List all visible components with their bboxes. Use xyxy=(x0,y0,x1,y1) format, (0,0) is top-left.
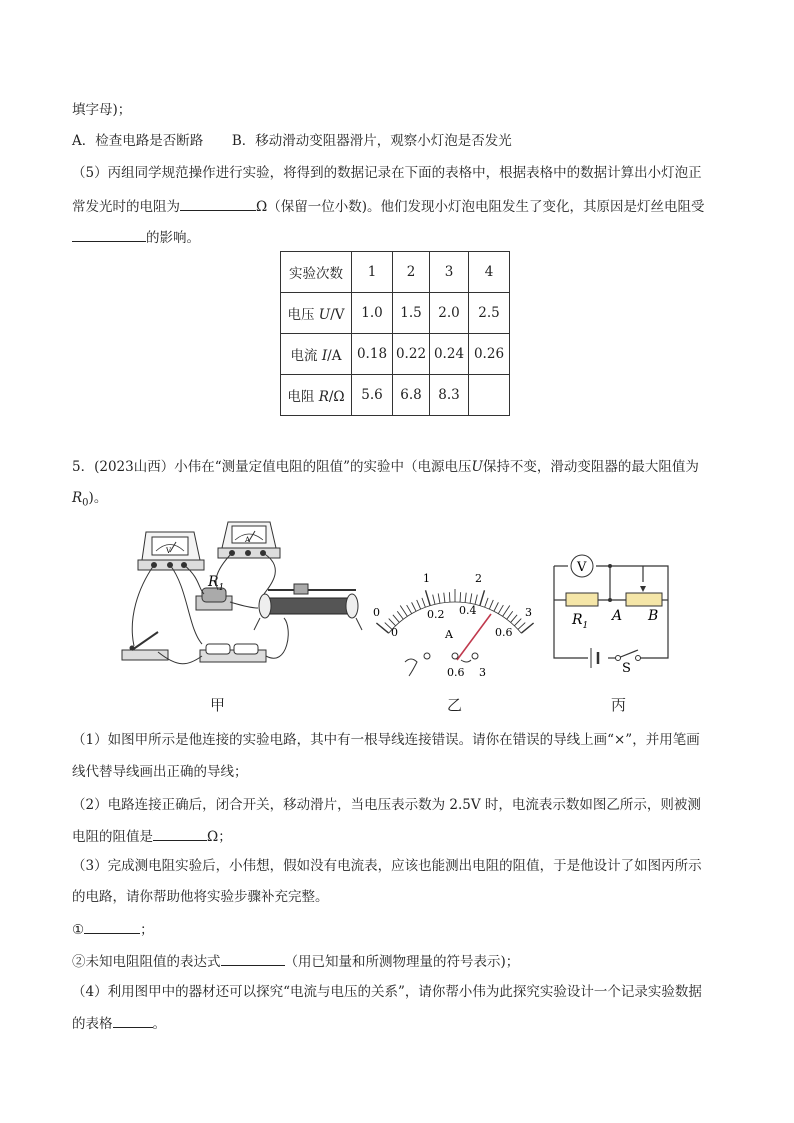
battery-icon xyxy=(200,644,266,662)
table-row xyxy=(281,293,510,334)
table-cell: 1.5 xyxy=(393,293,430,334)
option-b: B．移动滑动变阻器滑片，观察小灯泡是否发光 xyxy=(231,133,512,149)
row-label xyxy=(281,334,352,375)
answer-blank-step-1[interactable] xyxy=(84,919,140,934)
answer-blank-cause[interactable] xyxy=(72,227,146,242)
schematic-r1-label: $R_1$ xyxy=(572,612,589,631)
question-5-line-3 xyxy=(72,227,200,248)
step-1 xyxy=(72,919,154,940)
step-2 xyxy=(72,951,519,972)
table-row xyxy=(281,334,510,375)
table-header-row xyxy=(281,252,510,293)
label-symbol: R xyxy=(318,389,329,405)
symbol-r0: R xyxy=(72,490,83,506)
node-dot xyxy=(608,564,612,568)
dial-tick xyxy=(460,592,461,602)
table-cell: 0.26 xyxy=(469,334,510,375)
voltmeter-icon xyxy=(138,532,204,570)
label-text: 电流 xyxy=(290,348,322,364)
voltmeter-letter: V xyxy=(166,547,172,555)
q5-header-end: )。 xyxy=(88,490,108,506)
row-label xyxy=(281,375,352,416)
label-symbol: U xyxy=(318,307,331,323)
table-cell: 8.3 xyxy=(430,375,469,416)
question-5-text xyxy=(72,163,702,183)
part-2-text-2 xyxy=(72,826,232,847)
data-table xyxy=(280,251,510,416)
tick-top: 0 xyxy=(373,606,380,619)
dial-tick xyxy=(417,600,421,609)
tick-mid: 0.2 xyxy=(427,608,445,621)
tick-top: 1 xyxy=(423,572,430,585)
question-5-header-2 xyxy=(72,488,107,514)
option-a: A．检查电路是否断路 xyxy=(72,133,204,149)
part-1-text-2 xyxy=(72,762,248,782)
answer-blank-resistance[interactable] xyxy=(180,196,256,211)
line-fill-letter xyxy=(72,100,131,120)
dial-tick xyxy=(426,590,431,605)
node-dot xyxy=(608,598,612,602)
table-cell: 5.6 xyxy=(352,375,393,416)
dial-tick xyxy=(507,611,513,619)
table-cell xyxy=(469,375,510,416)
dial-tick xyxy=(422,598,425,607)
caption-bing: 丙 xyxy=(611,696,627,714)
table-cell: 0.24 xyxy=(430,334,469,375)
part-4-text-2 xyxy=(72,1013,166,1034)
tick-low: 0.6 xyxy=(495,626,513,639)
part-3-text-2 xyxy=(72,887,329,907)
dial-tick xyxy=(389,619,396,626)
figure-bing xyxy=(548,548,678,673)
q5-header-b: 保持不变，滑动变阻器的最大阻值为 xyxy=(482,459,699,475)
table-cell: 0.18 xyxy=(352,334,393,375)
tick-low: 0 xyxy=(391,626,398,639)
dial-tick xyxy=(438,593,440,603)
part-4-end: 。 xyxy=(152,1016,166,1032)
terminals xyxy=(405,653,478,676)
unit-label: A xyxy=(445,628,453,641)
part-2-text xyxy=(72,795,701,815)
step-2-note: （用已知量和所测物理量的符号表示)； xyxy=(284,954,520,970)
part-1-line-b: 线代替导线画出正确的导线； xyxy=(72,764,248,780)
point-a-label: A xyxy=(612,608,623,624)
dial-tick xyxy=(489,600,493,609)
r1-label: $R_1$ xyxy=(208,574,225,593)
table-header-cell: 3 xyxy=(430,252,469,293)
ammeter-letter: A xyxy=(245,536,251,544)
table-row xyxy=(281,375,510,416)
dial-tick xyxy=(444,593,445,603)
dial-tick xyxy=(397,611,403,619)
tick-top: 3 xyxy=(525,606,532,619)
part-1-text xyxy=(72,730,700,750)
part-3-text xyxy=(72,856,702,876)
part-4-line-b: 的表格 xyxy=(72,1016,113,1032)
switch-label: S xyxy=(622,661,631,673)
step-1-end: ； xyxy=(140,922,154,938)
dial-tick xyxy=(393,615,399,623)
table-cell: 1.0 xyxy=(352,293,393,334)
dial-tick xyxy=(400,606,407,617)
text-fill-letter: 填字母)； xyxy=(72,102,132,118)
answer-blank-expression[interactable] xyxy=(221,951,285,966)
table-header-cell: 实验次数 xyxy=(281,252,352,293)
resistor-r1-icon xyxy=(196,574,232,610)
symbol-r0-sub: 0 xyxy=(82,497,89,509)
terminal-label: 3 xyxy=(479,666,486,679)
dial-tick xyxy=(480,590,485,605)
part-4-line-a: （4）利用图甲中的器材还可以探究“电流与电压的关系”，请你帮小伟为此探究实验设计一个记录实验数据 xyxy=(72,984,702,1000)
rheostat-symbol xyxy=(626,593,662,606)
answer-blank-measured-resistance[interactable] xyxy=(153,826,207,841)
switch-contact xyxy=(616,656,621,661)
step-2-text: ②未知电阻阻值的表达式 xyxy=(72,954,221,970)
step-1-marker: ① xyxy=(72,922,85,938)
dial-tick xyxy=(494,602,499,611)
part-3-line-b: 的电路，请你帮助他将实验步骤补充完整。 xyxy=(72,889,329,905)
dial-tick xyxy=(433,595,435,605)
question-5-line-2 xyxy=(72,196,704,217)
dial-tick xyxy=(485,598,488,607)
answer-blank-table[interactable] xyxy=(113,1013,153,1028)
part-1-line-a: （1）如图甲所示是他连接的实验电路，其中有一根导线连接错误。请你在错误的导线上画“×”，并用笔画 xyxy=(72,732,700,748)
label-unit: /Ω xyxy=(328,389,345,405)
dial-tick xyxy=(518,623,525,630)
dial-tick xyxy=(498,605,503,614)
dial-tick xyxy=(475,595,477,605)
part-2-line-a: （2）电路连接正确后，闭合开关，移动滑片，当电压表示数为 2.5V 时，电流表示数如图乙所示，则被测 xyxy=(72,797,701,813)
q5-line-2b: Ω（保留一位小数)。他们发现小灯泡电阻发生了变化，其原因是灯丝电阻受 xyxy=(256,199,705,215)
resistor-r1-symbol xyxy=(566,593,598,606)
q5-header-a: 5．(2023山西）小伟在“测量定值电阻的阻值”的实验中（电源电压 xyxy=(72,459,472,475)
part-3-line-a: （3）完成测电阻实验后，小伟想，假如没有电流表，应该也能测出电阻的阻值，于是他设计了如图丙所示 xyxy=(72,858,702,874)
q5-symbol-u: U xyxy=(471,459,483,475)
ammeter-icon xyxy=(218,522,280,558)
dial-tick xyxy=(514,619,521,626)
question-5-header xyxy=(72,457,699,477)
part-2-unit: Ω； xyxy=(207,829,232,845)
dial-tick xyxy=(449,592,450,602)
switch-contact xyxy=(636,656,641,661)
table-cell: 6.8 xyxy=(393,375,430,416)
q5-line-1: （5）丙组同学规范操作进行实验，将得到的数据记录在下面的表格中，根据表格中的数据计算出小灯泡正 xyxy=(72,165,702,181)
label-unit: /V xyxy=(330,307,345,323)
dial-tick xyxy=(503,606,510,617)
slider-arrow-icon xyxy=(640,586,646,592)
dial-tick xyxy=(470,593,472,603)
rheostat-icon xyxy=(254,584,362,630)
part-2-line-b: 电阻的阻值是 xyxy=(72,829,153,845)
table-cell: 2.5 xyxy=(469,293,510,334)
q5-line-2a: 常发光时的电阻为 xyxy=(72,199,180,215)
dial-tick xyxy=(407,605,412,614)
tick-mid: 0.4 xyxy=(459,604,477,617)
dial-tick xyxy=(511,615,517,623)
terminal-label: 0.6 xyxy=(447,666,465,679)
part-4-text xyxy=(72,982,702,1002)
switch-icon xyxy=(122,632,168,660)
table-cell: 0.22 xyxy=(393,334,430,375)
table-header-cell: 1 xyxy=(352,252,393,293)
label-unit: /A xyxy=(327,348,342,364)
figure-yi xyxy=(365,568,545,688)
options-line xyxy=(72,131,512,151)
voltmeter-symbol-label: V xyxy=(577,560,587,575)
row-label xyxy=(281,293,352,334)
figure-jia xyxy=(118,518,370,678)
q5-line-3b: 的影响。 xyxy=(146,230,200,246)
point-b-label: B xyxy=(648,608,659,624)
tick-top: 2 xyxy=(475,572,482,585)
label-text: 电阻 xyxy=(287,389,319,405)
table-header-cell: 4 xyxy=(469,252,510,293)
table-cell: 2.0 xyxy=(430,293,469,334)
dial-tick xyxy=(465,593,466,603)
dial-tick xyxy=(412,602,417,611)
label-symbol: I xyxy=(321,348,328,364)
table-header-cell: 2 xyxy=(393,252,430,293)
label-text: 电压 xyxy=(287,307,319,323)
caption-jia: 甲 xyxy=(210,696,226,714)
caption-yi: 乙 xyxy=(447,696,463,714)
